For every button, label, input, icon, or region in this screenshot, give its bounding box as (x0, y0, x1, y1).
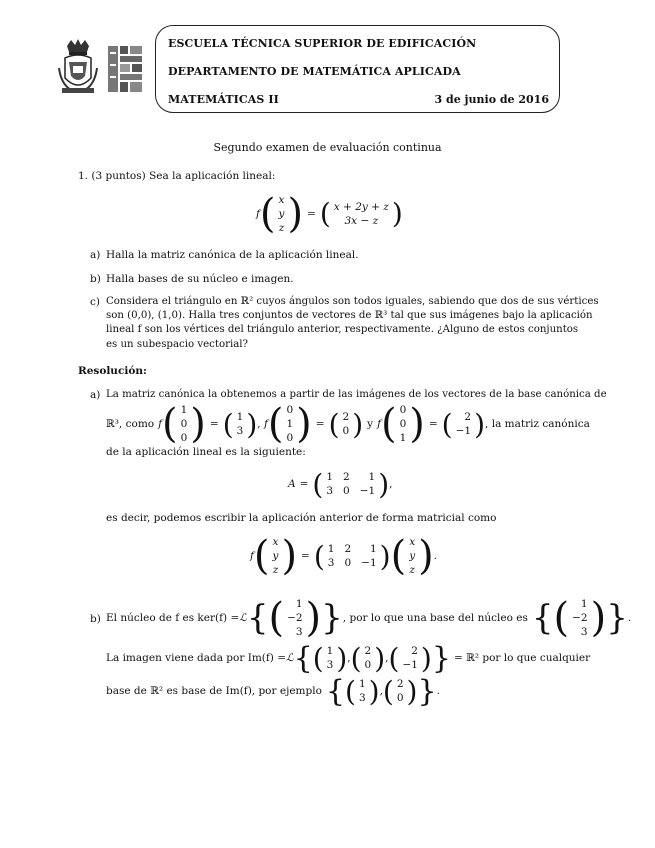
matrix-a: A = ( 1 2 1 3 0 −1 ) , (288, 467, 393, 501)
item-b-label: b) (90, 273, 101, 285)
school-crest-logo (57, 38, 99, 96)
solution-b-line2-end: = ℝ² por lo que cualquier (453, 652, 591, 664)
matrix-a-23: −1 (359, 485, 376, 497)
matrix-form: f ( x y z ) = ( 1 2 1 3 0 −1 ) ( x y z ) . (250, 533, 438, 579)
basis-images: ℝ³, como f ( 1 0 0 ) = ( 1 3 ) , f ( 0 1 0 ) = ( 2 0 ) y f ( 0 0 1 ) = ( 2 −1 ) , la matriz canónica (106, 401, 590, 447)
image-line: La imagen viene dada por Im(f) = ℒ { ( 1 3 ) , ( 2 0 ) , ( 2 −1 ) } = ℝ² por lo que cualquier (106, 640, 591, 676)
map-output-row1: x + 2y + z (333, 201, 389, 213)
solution-b-line1-mid: , por lo que una base del núcleo es (342, 612, 528, 624)
solution-b-line3-start: base de ℝ² es base de Im(f), por ejemplo (106, 685, 322, 697)
solution-a-and: y (367, 418, 374, 430)
header-box (155, 25, 560, 113)
solution-a-como: ℝ³, como (106, 418, 155, 430)
matrix-a-21: 3 (326, 485, 334, 497)
course-name: MATEMÁTICAS II (168, 93, 279, 106)
solution-a-tail: , la matriz canónica (485, 418, 590, 430)
matrix-a-12: 2 (343, 471, 350, 483)
school-name: ESCUELA TÉCNICA SUPERIOR DE EDIFICACIÓN (168, 37, 477, 50)
map-output-row2: 3x − z (344, 215, 379, 227)
item-a-text: Halla la matriz canónica de la aplicación lineal. (106, 249, 359, 261)
solution-heading: Resolución: (78, 365, 147, 377)
item-c-label: c) (90, 296, 100, 308)
item-c-line1: Considera el triángulo en ℝ² cuyos ángulos son todos iguales, sabiendo que dos de sus vértices (106, 296, 599, 307)
kernel-line: El núcleo de f es ker(f) = ℒ { ( 1 −2 3 ) } , por lo que una base del núcleo es { ( 1 −2 3 ) } . (106, 595, 632, 641)
department-name: DEPARTAMENTO DE MATEMÁTICA APLICADA (168, 65, 461, 78)
linear-map-definition: f ( x y z ) = ( x + 2y + z 3x − z ) (256, 191, 403, 237)
image-basis-line: base de ℝ² es base de Im(f), por ejemplo { ( 1 3 ) , ( 2 0 ) } . (106, 673, 440, 709)
solution-b-label: b) (90, 613, 101, 625)
exam-title: Segundo examen de evaluación continua (213, 141, 442, 154)
solution-a-line3: de la aplicación lineal es la siguiente: (106, 446, 306, 458)
problem-intro: 1. (3 puntos) Sea la aplicación lineal: (78, 170, 276, 182)
kernel-v3: 3 (295, 626, 303, 638)
exam-date: 3 de junio de 2016 (434, 93, 549, 106)
university-logo (106, 44, 144, 94)
kernel-v1: 1 (295, 598, 303, 610)
item-b-text: Halla bases de su núcleo e imagen. (106, 273, 294, 285)
item-c-line4: es un subespacio vectorial? (106, 339, 248, 350)
matrix-a-11: 1 (326, 471, 334, 483)
kernel-v2: −2 (287, 612, 303, 624)
solution-b-line2-start: La imagen viene dada por Im(f) = (106, 652, 287, 664)
item-c-line2: son (0,0), (1,0). Halla tres conjuntos de vectores de ℝ³ tal que sus imágenes bajo la aplicación (106, 310, 593, 321)
solution-a-label: a) (90, 389, 101, 401)
matrix-a-22: 0 (343, 485, 350, 497)
item-c-line3: lineal f son los vértices del triángulo anterior, respectivamente. ¿Alguno de estos conjuntos (106, 324, 579, 335)
solution-a-line4: es decir, podemos escribir la aplicación anterior de forma matricial como (106, 512, 497, 524)
matrix-a-13: 1 (368, 471, 376, 483)
solution-b-line1-start: El núcleo de f es ker(f) = (106, 612, 240, 624)
item-a-label: a) (90, 249, 101, 261)
solution-a-line1: La matriz canónica la obtenemos a partir de las imágenes de los vectores de la base canónica de (106, 389, 607, 400)
